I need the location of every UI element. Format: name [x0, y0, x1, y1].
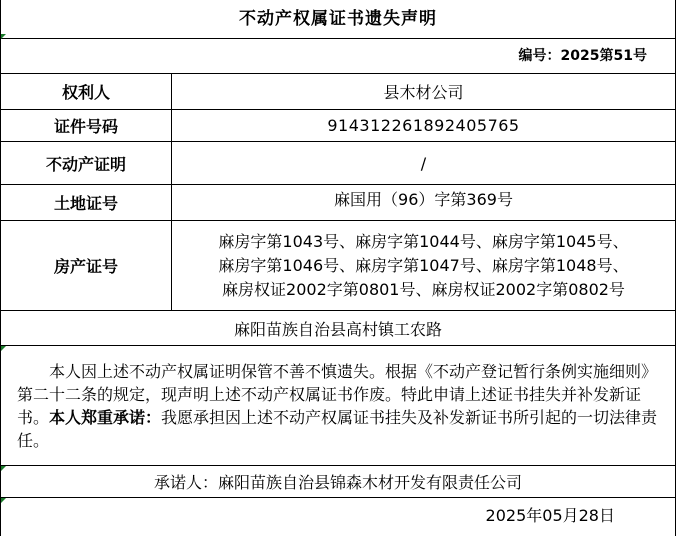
cell-corner-marker	[1, 498, 6, 503]
info-table	[0, 73, 676, 498]
house-cert-value	[172, 221, 676, 311]
id-number-value: 914312261892405765	[172, 110, 676, 142]
land-cert-value: 麻国用（96）字第369号	[172, 185, 676, 221]
property-cert-label: 不动产证明	[1, 142, 172, 185]
house-cert-line: 麻房字第1043号、麻房字第1044号、麻房字第1045号、	[218, 231, 629, 251]
declaration-text-1: 本人因上述不动产权属证明保管不善不慎遗失。根据《不动产登记暂行条例实施细则》第二十二条的规定，现声明上述不动产权属证书作废。特此申请上述证书挂失并补发新证书。	[17, 361, 658, 427]
table-row-property-cert	[1, 142, 676, 185]
declaration-cell	[1, 346, 676, 466]
promisor-cell	[1, 466, 676, 498]
house-cert-line: 麻房权证2002字第0801号、麻房权证2002字第0802号	[222, 279, 625, 299]
table-row-declaration	[1, 346, 676, 466]
document-title	[1, 0, 675, 39]
table-row-address	[1, 311, 676, 346]
declaration-promise-heading: 本人郑重承诺：	[49, 407, 162, 427]
id-number-label: 证件号码	[1, 110, 172, 142]
table-row-house-cert	[1, 221, 676, 311]
document-number-text: 编号：2025第51号	[518, 48, 647, 64]
document-title-text: 不动产权属证书遗失声明	[239, 9, 437, 29]
address-cell	[1, 311, 676, 346]
land-cert-label: 土地证号	[1, 185, 172, 221]
owner-label: 权利人	[1, 74, 172, 110]
table-row-promisor	[1, 466, 676, 498]
document-number	[1, 39, 675, 73]
declaration-text-2: 我愿承担因上述不动产权属证书挂失及补发新证书所引起的一切法律责任。	[17, 407, 658, 450]
declaration-date: 2025年05月28日	[485, 506, 615, 525]
house-cert-label: 房产证号	[1, 221, 172, 311]
table-row-id	[1, 110, 676, 142]
house-cert-line: 麻房字第1046号、麻房字第1047号、麻房字第1048号、	[218, 255, 629, 275]
owner-value: 县木材公司	[172, 74, 676, 110]
table-row-land-cert	[1, 185, 676, 221]
cell-corner-marker	[1, 466, 6, 471]
date-row	[1, 498, 675, 534]
address-text: 麻阳苗族自治县高村镇工农路	[233, 319, 442, 339]
property-cert-value: /	[172, 142, 676, 185]
table-row-owner	[1, 74, 676, 110]
cell-corner-marker	[1, 346, 6, 351]
promisor-text: 承诺人：麻阳苗族自治县锦森木材开发有限责任公司	[153, 473, 522, 492]
